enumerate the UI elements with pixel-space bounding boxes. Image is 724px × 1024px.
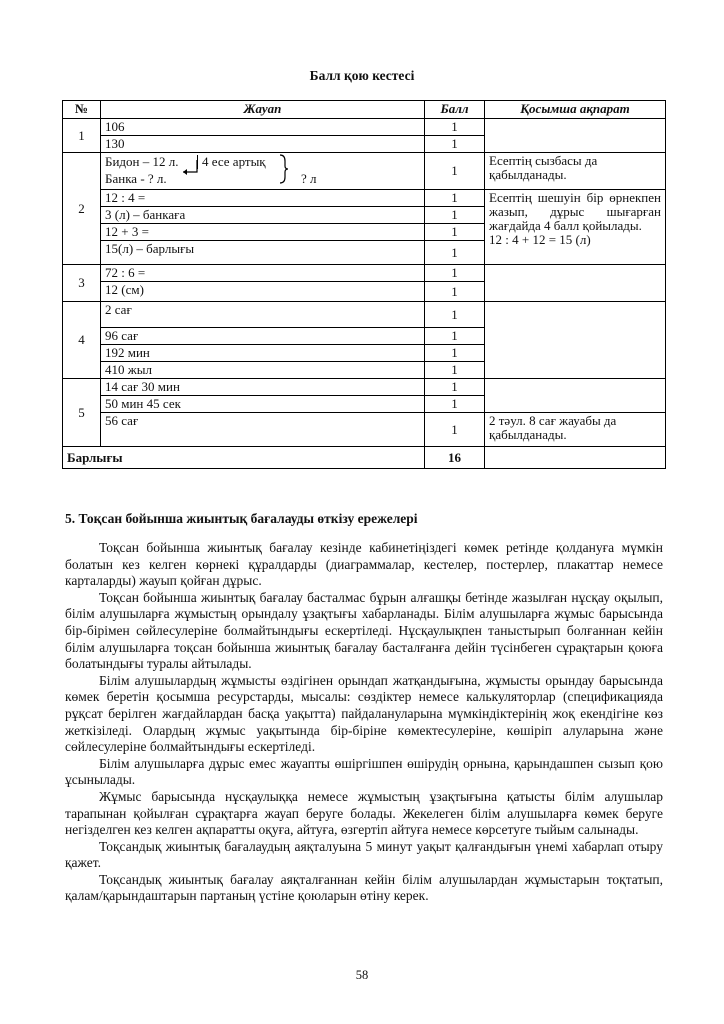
- info-cell: [485, 265, 666, 302]
- score-table: [62, 100, 666, 469]
- info-cell: [485, 119, 666, 153]
- score-cell: 1: [425, 328, 485, 345]
- task-number: 4: [63, 302, 101, 379]
- answer-cell: 106: [101, 119, 425, 136]
- section-title: 5. Тоқсан бойынша жиынтық бағалауды өткізу ережелері: [65, 511, 418, 526]
- table-row: [63, 119, 666, 136]
- answer-cell: 12 + 3 =: [101, 224, 425, 241]
- answer-cell: 2 сағ: [101, 302, 425, 328]
- arrow-icon: [177, 160, 201, 180]
- task-number: 3: [63, 265, 101, 302]
- total-row: [63, 447, 666, 469]
- header-no: №: [63, 101, 101, 119]
- answer-cell: 192 мин: [101, 345, 425, 362]
- times-label: 4 есе артық: [197, 155, 266, 169]
- answer-cell: 72 : 6 =: [101, 265, 425, 282]
- table-row: [63, 153, 666, 190]
- info-cell: 2 тәул. 8 сағ жауабы да қабылданады.: [485, 413, 666, 447]
- score-cell: 1: [425, 190, 485, 207]
- table-title: Балл қою кестесі: [309, 68, 415, 83]
- paragraph: Тоқсандық жиынтық бағалаудың аяқталуына 5 минут уақыт қалғандығын үнемі хабарлап отыру қажет.: [65, 838, 663, 871]
- table-row: [63, 190, 666, 207]
- bank-label: Банка - ? л.: [105, 171, 167, 186]
- header-answer: Жауап: [101, 101, 425, 119]
- table-row: [63, 379, 666, 396]
- score-cell: 1: [425, 379, 485, 396]
- info-cell: [485, 302, 666, 379]
- rules-text: [65, 540, 663, 905]
- task-number: 5: [63, 379, 101, 447]
- total-label: Барлығы: [63, 447, 425, 469]
- info-text: Есептің шешуін бір өрнекпен жазып, дұрыс шығарған жағдайда 4 балл қойылады.: [489, 190, 661, 233]
- score-cell: 1: [425, 224, 485, 241]
- total-score: 16: [425, 447, 485, 469]
- total-info-cell: [485, 447, 666, 469]
- answer-cell: 14 сағ 30 мин: [101, 379, 425, 396]
- unknown-label: ? л: [301, 171, 317, 186]
- page-number: 58: [355, 968, 369, 982]
- paragraph: Тоқсан бойынша жиынтық бағалау басталмас бұрын алғашқы бетінде жазылған нұсқау оқылып, білім алушыларға жұмыстың орындалу ұзақтығы хабарланады. Білім алушыларға жұмыс барысында бір-бірімен сөйлесулеріне болмайтындығы ескертіледі. Нұсқаулықпен таныстырып болғаннан кейін білім алушыларға тоқсан бойынша жиынтық бағалау басталғанға дейін түсінбеген сұрақтарын қоюға болатындығы туралы айтылады.: [65, 589, 663, 672]
- paragraph: Білім алушылардың жұмысты өздігінен орындап жатқандығына, жұмысты орындау барысында көмек беретін қосымша ресурстарды, мысалы: сөздіктер немесе калькуляторлар (спецификацияда рұқсат берілген жағдайлардан басқа уақытта) пайдалануларына мүмкіндіктерінің жоқ екендігіне көз жеткізіледі. Олардың жұмыс уақытында бір-біріне көмектесулеріне, көшіріп алуларына және сөйлесулеріне болмайтындығы ескертіледі.: [65, 672, 663, 755]
- score-cell: 1: [425, 265, 485, 282]
- table-header-row: [63, 101, 666, 119]
- info-cell: [485, 379, 666, 413]
- task-number: 1: [63, 119, 101, 153]
- paragraph: Тоқсан бойынша жиынтық бағалау кезінде кабинетіңіздегі көмек ретінде қолдануға мүмкін болатын кез келген көрнекі құралдарды (диаграммалар, кестелер, постерлер, плакаттар немесе карталарды) жауып қойған дұрыс.: [65, 540, 663, 589]
- score-cell: 1: [425, 207, 485, 224]
- score-cell: 1: [425, 119, 485, 136]
- score-cell: 1: [425, 362, 485, 379]
- answer-cell: 96 сағ: [101, 328, 425, 345]
- answer-cell: 3 (л) – банкаға: [101, 207, 425, 224]
- table-row: [63, 413, 666, 447]
- score-cell: 1: [425, 345, 485, 362]
- score-cell: 1: [425, 153, 485, 190]
- paragraph: Тоқсандық жиынтық бағалау аяқталғаннан кейін білім алушылардан жұмыстарын тоқтатып, қалам/қарындаштарын партаның үстіне қоюларын өтіну керек.: [65, 871, 663, 904]
- paragraph: Білім алушыларға дұрыс емес жауапты өшіргішпен өшірудің орнына, қарындашпен сызып қою ұсынылады.: [65, 755, 663, 788]
- score-cell: 1: [425, 302, 485, 328]
- score-cell: 1: [425, 396, 485, 413]
- table-row: [63, 265, 666, 282]
- bidon-label: Бидон – 12 л.: [105, 154, 179, 169]
- table-row: [63, 302, 666, 328]
- paragraph: Жұмыс барысында нұсқаулыққа немесе жұмыстың ұзақтығына қатысты білім алушылар тарапынан қойылған сұрақтарға жауап беруге болады. Жекелеген білім алушыларға көмек беруге негізделген кез келген ақпаратты оқуға, айтуға, өзгертіп айтуға немесе көрсетуге тыйым салынады.: [65, 788, 663, 838]
- answer-cell: 56 сағ: [101, 413, 425, 447]
- answer-cell: 12 : 4 =: [101, 190, 425, 207]
- answer-cell: 410 жыл: [101, 362, 425, 379]
- answer-cell: 50 мин 45 сек: [101, 396, 425, 413]
- score-cell: 1: [425, 413, 485, 447]
- answer-diagram-cell: [101, 153, 425, 190]
- answer-cell: 12 (см): [101, 282, 425, 302]
- score-cell: 1: [425, 136, 485, 153]
- info-cell: [485, 190, 666, 265]
- answer-cell: 15(л) – барлығы: [101, 241, 425, 265]
- task-number: 2: [63, 153, 101, 265]
- info-cell: Есептің сызбасы да қабылданады.: [485, 153, 666, 190]
- header-score: Балл: [425, 101, 485, 119]
- score-cell: 1: [425, 282, 485, 302]
- info-formula: 12 : 4 + 12 = 15 (л): [489, 232, 591, 247]
- answer-cell: 130: [101, 136, 425, 153]
- curly-brace-icon: [278, 154, 290, 184]
- header-info: Қосымша ақпарат: [485, 101, 666, 119]
- score-cell: 1: [425, 241, 485, 265]
